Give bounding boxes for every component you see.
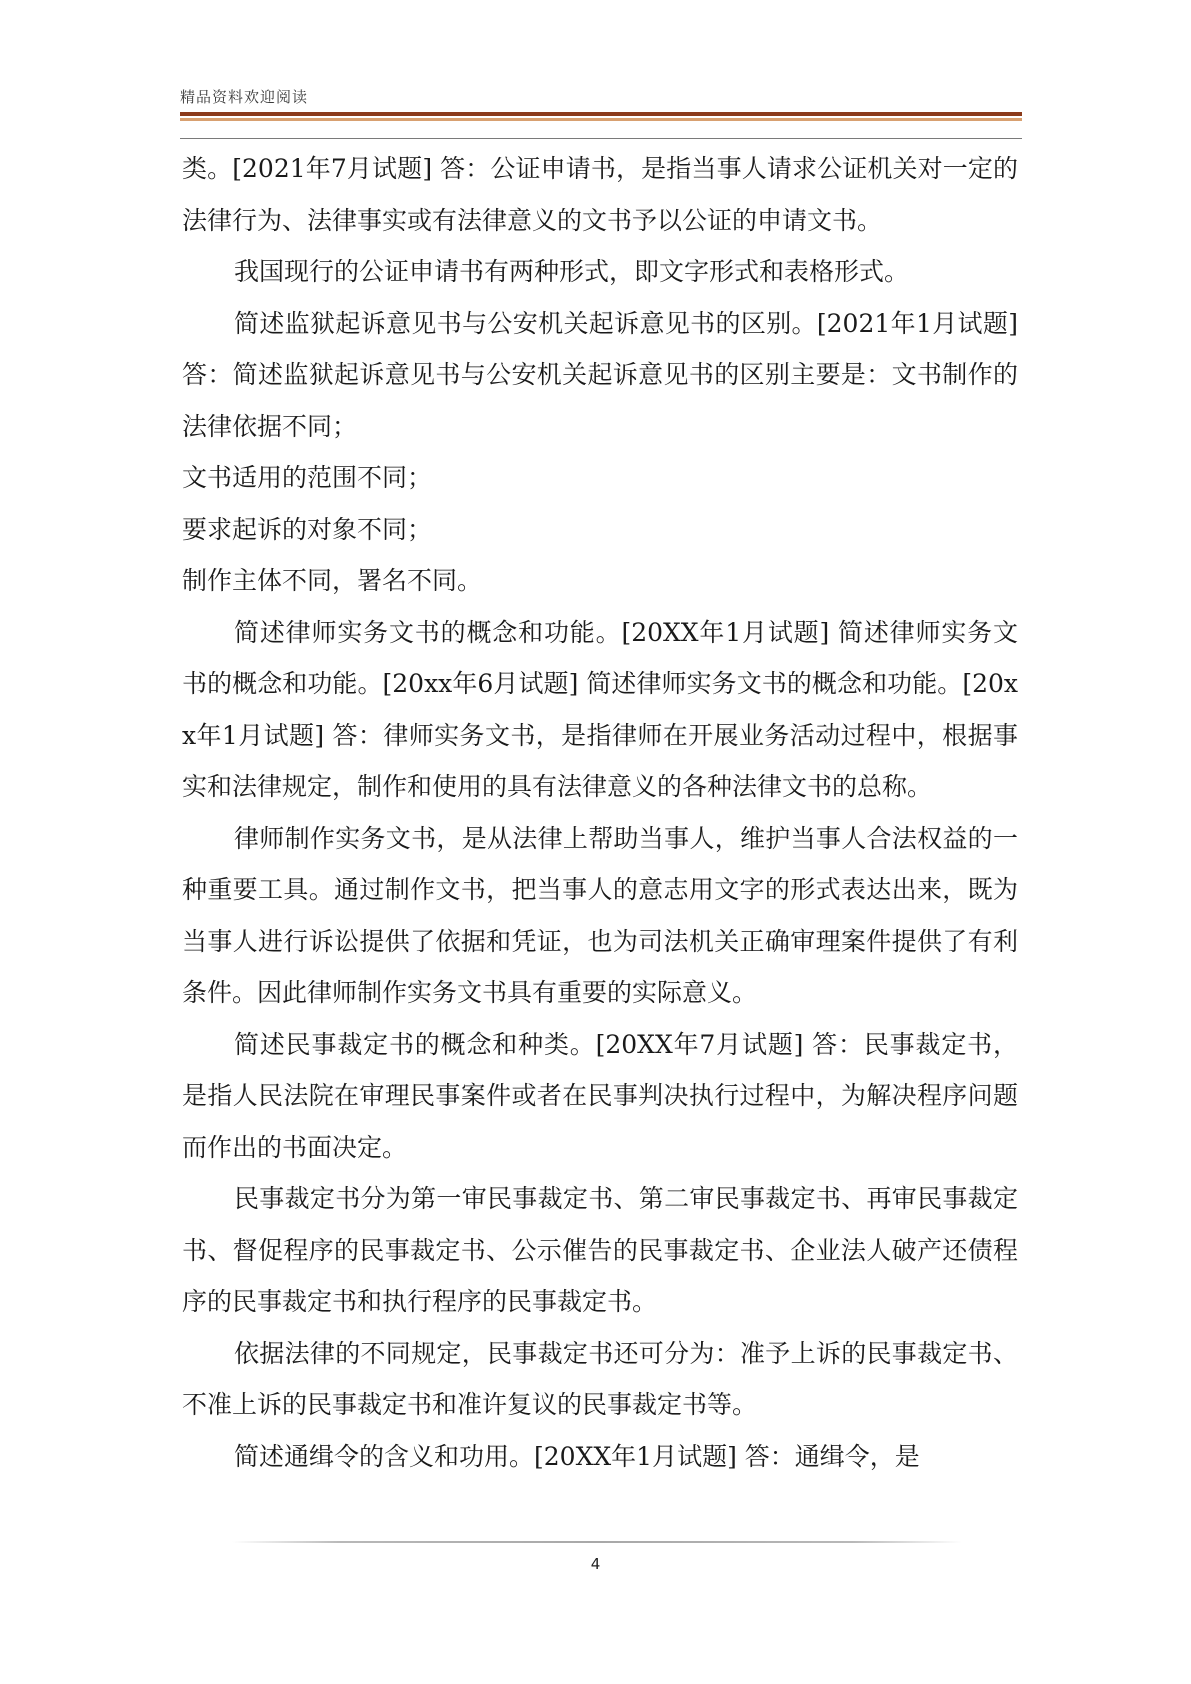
paragraph: 类。[2021年7月试题] 答：公证申请书，是指当事人请求公证机关对一定的法律行为、法律事实或有法律意义的文书予以公证的申请文书。	[182, 154, 1018, 235]
document-body	[182, 143, 1018, 1482]
paragraph: 民事裁定书分为第一审民事裁定书、第二审民事裁定书、再审民事裁定书、督促程序的民事裁定书、公示催告的民事裁定书、企业法人破产还债程序的民事裁定书和执行程序的民事裁定书。	[182, 1184, 1018, 1316]
paragraph: 简述监狱起诉意见书与公安机关起诉意见书的区别。[2021年1月试题] 答：简述监狱起诉意见书与公安机关起诉意见书的区别主要是：文书制作的法律依据不同；	[182, 308, 1018, 441]
paragraph: 简述民事裁定书的概念和种类。[20XX年7月试题] 答：民事裁定书，是指人民法院在审理民事案件或者在民事判决执行过程中，为解决程序问题而作出的书面决定。	[182, 1029, 1018, 1162]
paragraph: 简述律师实务文书的概念和功能。[20XX年1月试题] 简述律师实务文书的概念和功能。[20xx年6月试题] 简述律师实务文书的概念和功能。[20xx年1月试题] 答：律师实务文书，是指律师在开展业务活动过程中，根据事实和法律规定，制作和使用的具有法律意义的各种法律文书的总称。	[182, 617, 1018, 801]
paragraph: 制作主体不同，署名不同。	[182, 566, 483, 595]
header-rule-light	[180, 118, 1022, 121]
paragraph: 简述通缉令的含义和功用。[20XX年1月试题] 答：通缉令，是	[234, 1441, 920, 1471]
header-rule-thin	[180, 138, 1022, 139]
footer-rule	[232, 1541, 962, 1543]
page-header-title: 精品资料欢迎阅读	[180, 88, 309, 106]
page-number: 4	[590, 1555, 601, 1573]
paragraph: 律师制作实务文书，是从法律上帮助当事人，维护当事人合法权益的一种重要工具。通过制作文书，把当事人的意志用文字的形式表达出来，既为当事人进行诉讼提供了依据和凭证，也为司法机关正确审理案件提供了有利条件。因此律师制作实务文书具有重要的实际意义。	[182, 823, 1018, 1007]
paragraph: 要求起诉的对象不同；	[182, 514, 433, 544]
paragraph: 我国现行的公证申请书有两种形式，即文字形式和表格形式。	[234, 257, 910, 286]
paragraph: 依据法律的不同规定，民事裁定书还可分为：准予上诉的民事裁定书、不准上诉的民事裁定书和准许复议的民事裁定书等。	[182, 1338, 1018, 1419]
paragraph: 文书适用的范围不同；	[182, 463, 433, 492]
header-rule-dark	[180, 112, 1022, 116]
